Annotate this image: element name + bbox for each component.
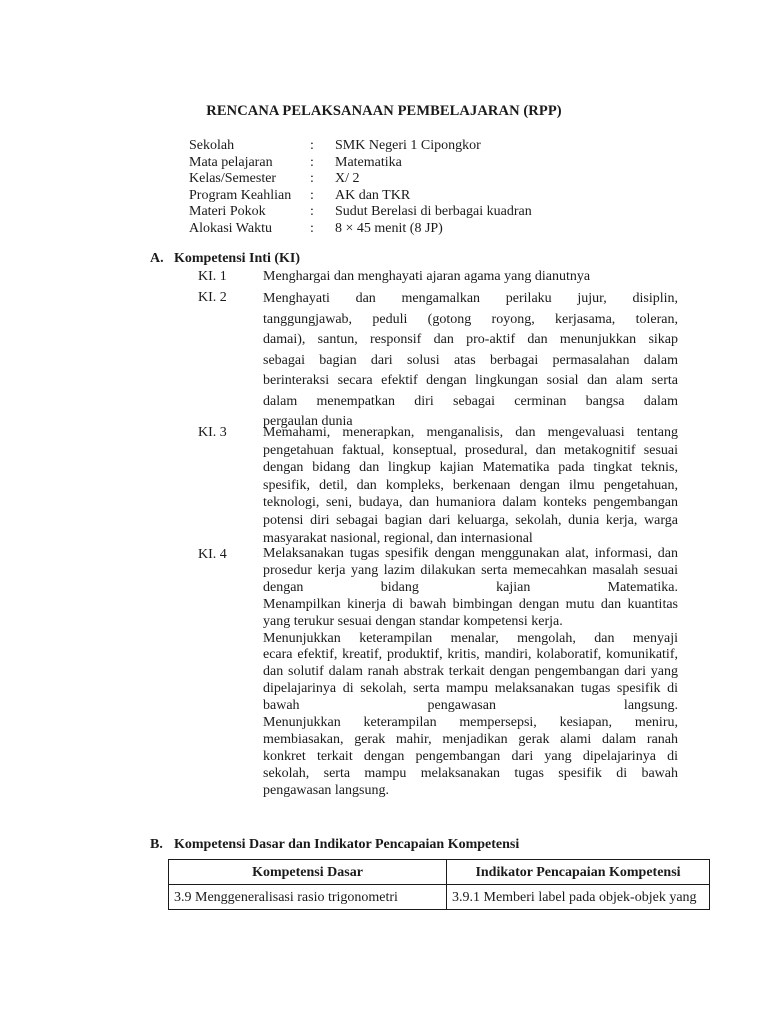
ki-line: Memahami, menerapkan, menganalisis, dan mengevaluasi tentang bbox=[263, 425, 678, 440]
ki-line: teknologi, seni, budaya, dan humaniora dalam konteks pengembangan bbox=[263, 495, 678, 511]
ki-line: damai), santun, responsif dan pro-aktif dan menunjukkan sikap bbox=[263, 332, 678, 347]
identity-label: Alokasi Waktu bbox=[189, 220, 272, 236]
table-cell-kd: 3.9 Menggeneralisasi rasio trigonometri bbox=[169, 885, 447, 910]
ki-code: KI. 3 bbox=[198, 425, 227, 440]
ki-line: prosedur kerja yang lazim dilakukan serta memecahkan masalah sesuai bbox=[263, 562, 678, 578]
identity-label: Kelas/Semester bbox=[189, 171, 277, 186]
identity-value: X/ 2 bbox=[335, 171, 360, 186]
ki-line: Menunjukkan keterampilan menalar, mengolah, dan menyaji bbox=[263, 630, 678, 646]
identity-colon: : bbox=[310, 187, 314, 203]
section-a-number: A. bbox=[150, 251, 164, 266]
ki-line: spesifik, detil, dan kompleks, berkenaan dengan ilmu pengetahuan, bbox=[263, 477, 678, 493]
section-b-number: B. bbox=[150, 837, 163, 852]
section-a-title: Kompetensi Inti (KI) bbox=[174, 251, 300, 266]
ki-line: dengan bidang kajian Matematika. bbox=[263, 579, 678, 595]
ki-line: dipelajarinya di sekolah, serta mampu melaksanakan tugas spesifik di bbox=[263, 681, 678, 697]
ki-line: ecara efektif, kreatif, produktif, kritis, mandiri, kolaboratif, komunikatif, bbox=[263, 647, 678, 663]
ki-description bbox=[263, 424, 678, 547]
identity-colon: : bbox=[310, 171, 314, 186]
table-row bbox=[169, 885, 710, 910]
ki-line: pengawasan langsung. bbox=[263, 782, 389, 798]
identity-colon: : bbox=[310, 204, 314, 219]
ki-line: dalam menempatkan diri sebagai cerminan bangsa dalam bbox=[263, 393, 678, 409]
ki-line: sebagai bagian dari solusi atas berbagai permasalahan dalam bbox=[263, 352, 678, 368]
identity-label: Program Keahlian bbox=[189, 187, 292, 203]
identity-colon: : bbox=[310, 220, 314, 236]
ki-line: Menampilkan kinerja di bawah bimbingan dengan mutu dan kuantitas bbox=[263, 596, 678, 612]
ki-line: membiasakan, gerak mahir, menjadikan gerak alami dalam ranah bbox=[263, 731, 678, 747]
identity-label: Sekolah bbox=[189, 138, 235, 153]
table-cell-ipk: 3.9.1 Memberi label pada objek-objek yang bbox=[447, 885, 710, 910]
ki-description bbox=[263, 546, 678, 800]
ki-line: pengetahuan faktual, konseptual, prosedural, dan metakognitif sesuai bbox=[263, 442, 678, 458]
ki-description bbox=[263, 289, 678, 433]
ki-line: Menghayati dan mengamalkan perilaku jujur, disiplin, bbox=[263, 291, 678, 306]
ki-line: konkret terkait dengan pengembangan dari yang dipelajarinya di bbox=[263, 748, 678, 764]
ki-line: Menunjukkan keterampilan mempersepsi, kesiapan, meniru, bbox=[263, 715, 678, 731]
ki-line: bawah pengawasan langsung. bbox=[263, 698, 678, 714]
ki-line: Melaksanakan tugas spesifik dengan menggunakan alat, informasi, dan bbox=[263, 546, 678, 561]
identity-label: Materi Pokok bbox=[189, 204, 266, 219]
kompetensi-dasar-table bbox=[168, 859, 710, 910]
ki-description bbox=[263, 268, 678, 285]
table-header-ipk: Indikator Pencapaian Kompetensi bbox=[447, 860, 710, 885]
ki-line: potensi diri sebagai bagian dari keluarga, sekolah, dunia kerja, warga bbox=[263, 512, 678, 528]
identity-value: Matematika bbox=[335, 154, 402, 170]
ki-line: dengan bidang dan lingkup kajian Matematika pada tingkat teknis, bbox=[263, 460, 678, 476]
ki-line: tanggungjawab, peduli (gotong royong, kerjasama, toleran, bbox=[263, 311, 678, 327]
ki-line: berinteraksi secara efektif dengan lingkungan sosial dan alam serta bbox=[263, 373, 678, 388]
ki-line: sekolah, serta mampu melaksanakan tugas spesifik di bawah bbox=[263, 765, 678, 781]
identity-colon: : bbox=[310, 154, 314, 170]
identity-value: Sudut Berelasi di berbagai kuadran bbox=[335, 204, 532, 219]
identity-value: 8 × 45 menit (8 JP) bbox=[335, 220, 443, 236]
identity-value: SMK Negeri 1 Cipongkor bbox=[335, 138, 481, 153]
section-b-title: Kompetensi Dasar dan Indikator Pencapaian Kompetensi bbox=[174, 837, 520, 852]
ki-line: pergaulan dunia bbox=[263, 414, 353, 429]
identity-label: Mata pelajaran bbox=[189, 154, 273, 170]
document-title: RENCANA PELAKSANAAN PEMBELAJARAN (RPP) bbox=[206, 103, 562, 119]
identity-colon: : bbox=[310, 138, 314, 153]
table-header-row bbox=[169, 860, 710, 885]
ki-line: dan solutif dalam ranah abstrak terkait dengan pengembangan dari yang bbox=[263, 664, 678, 680]
ki-code: KI. 4 bbox=[198, 547, 227, 562]
identity-value: AK dan TKR bbox=[335, 187, 411, 203]
ki-line: yang terukur sesuai dengan standar kompetensi kerja. bbox=[263, 613, 563, 629]
ki-line: Menghargai dan menghayati ajaran agama yang dianutnya bbox=[263, 269, 591, 284]
ki-code: KI. 1 bbox=[198, 269, 227, 284]
ki-code: KI. 2 bbox=[198, 290, 227, 305]
ki-line: masyarakat nasional, regional, dan internasional bbox=[263, 530, 533, 546]
section-a-heading bbox=[150, 250, 300, 267]
section-b-heading bbox=[150, 836, 519, 853]
table-header-kd: Kompetensi Dasar bbox=[169, 860, 447, 885]
